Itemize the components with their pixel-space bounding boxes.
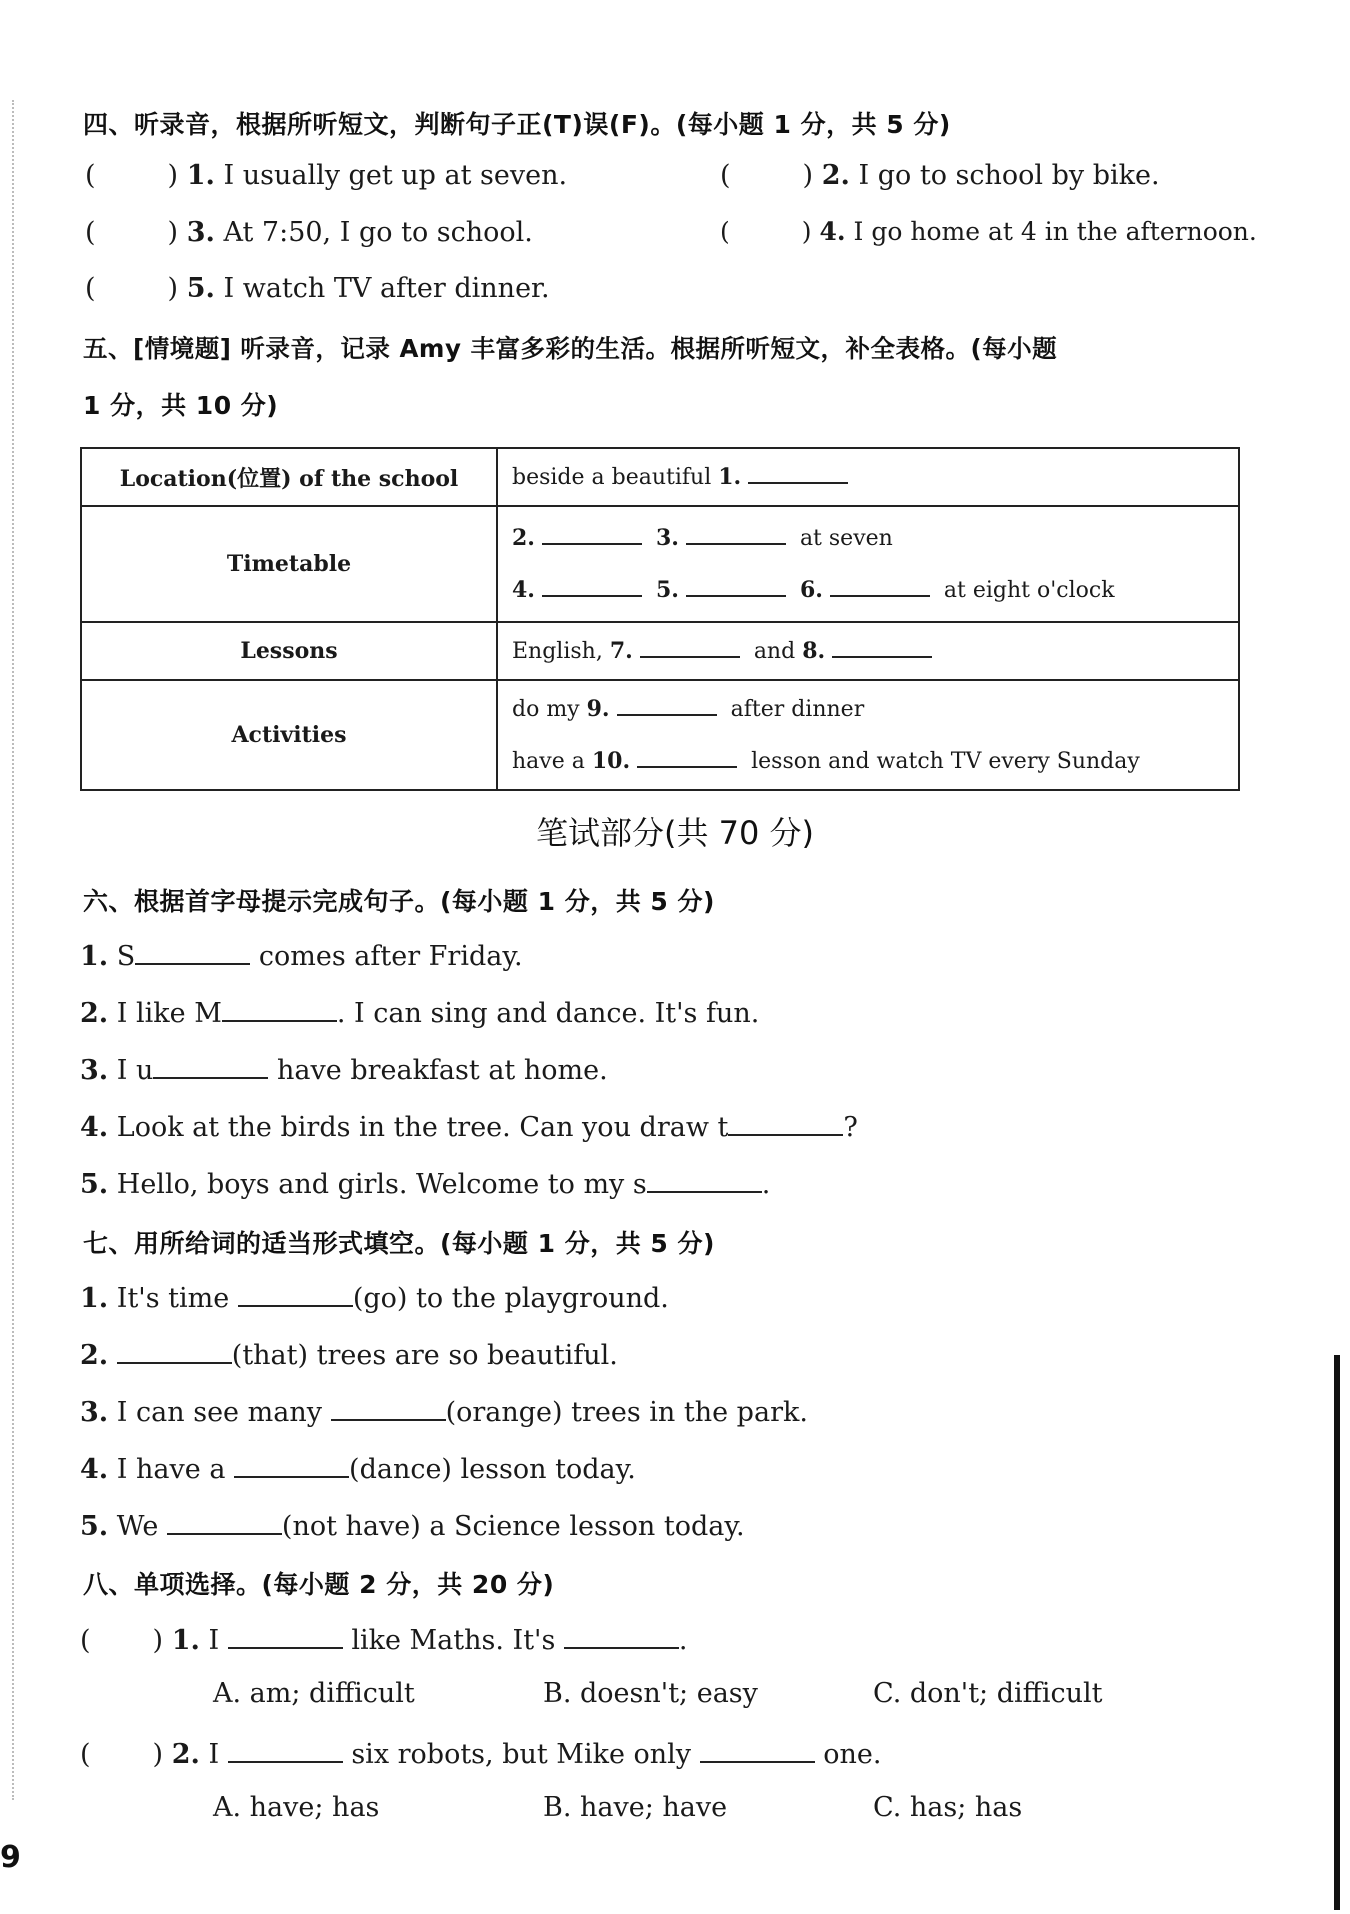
answer-blank-5[interactable] [686,569,786,597]
item-number: 2. [821,160,850,191]
item-pre: Hello, boys and girls. Welcome to my s [116,1169,647,1200]
blank-number-8: 8. [802,638,826,664]
answer-paren-open: ( [85,217,96,248]
item-number: 1. [186,160,215,191]
item-post: ? [843,1112,858,1143]
blank-number-7: 7. [609,638,633,664]
edge-bar [1334,1355,1340,1910]
binding-dotted-line [12,100,14,1800]
answer-blank[interactable] [331,1393,446,1421]
section6-heading: 六、根据首字母提示完成句子。(每小题 1 分，共 5 分) [83,887,715,916]
s8-question-1 [80,1621,688,1656]
s6-item-4 [80,1108,858,1143]
item-post: have breakfast at home. [277,1055,608,1086]
q-part-a: I [208,1625,220,1656]
item-pre: I u [116,1055,154,1086]
section4-heading: 四、听录音，根据所听短文，判断句子正(T)误(F)。(每小题 1 分，共 5 分) [83,110,951,139]
answer-blank-6[interactable] [830,569,930,597]
answer-paren-close: ) [167,273,179,304]
timetable-tail-2: at eight o'clock [943,578,1115,603]
blank-number-2: 2. [512,525,535,551]
item-pre: It's time [116,1283,230,1314]
item-pre: I like M [116,998,222,1029]
q2-option-c[interactable]: C. has; has [873,1792,1023,1823]
timetable-label: Timetable [81,506,497,622]
q1-option-a[interactable]: A. am; difficult [213,1678,415,1709]
answer-blank-4[interactable] [542,569,642,597]
activities-tail-1: after dinner [730,697,865,722]
answer-paren-close: ) [167,160,179,191]
item-pre: I can see many [116,1397,322,1428]
item-number: 2. [171,1739,200,1770]
s7-item-5 [80,1507,745,1542]
answer-blank[interactable] [647,1165,762,1193]
answer-blank[interactable] [153,1051,268,1079]
answer-paren-close: ) [167,217,179,248]
answer-paren-open: ( [720,160,731,191]
s7-item-4 [80,1450,636,1485]
location-label: Location(位置) of the school [81,448,497,506]
item-post: . [761,1169,771,1200]
answer-paren-open: ( [85,273,96,304]
s4-item-4 [720,217,1257,246]
section5-heading-line2: 1 分，共 10 分) [83,391,279,420]
answer-blank[interactable] [117,1336,232,1364]
answer-paren-close: ) [152,1739,164,1770]
section8-heading: 八、单项选择。(每小题 2 分，共 20 分) [83,1570,555,1599]
answer-paren-close: ) [801,217,812,246]
activities-pre-1: do my [512,697,580,722]
answer-blank-9[interactable] [617,688,717,716]
answer-blank[interactable] [700,1735,815,1763]
item-number: 1. [80,1283,109,1314]
item-post: (not have) a Science lesson today. [281,1511,745,1542]
q-part-b: six robots, but Mike only [351,1739,692,1770]
section5-heading-line1: 五、[情境题] 听录音，记录 Amy 丰富多彩的生活。根据所听短文，补全表格。(每小题 [83,334,1058,363]
blank-number-5: 5. [655,577,679,603]
answer-blank[interactable] [728,1108,843,1136]
lessons-and: and [753,639,796,664]
activities-cell [497,680,1239,790]
s7-item-1 [80,1279,669,1314]
answer-blank-8[interactable] [832,630,932,658]
item-number: 3. [80,1055,109,1086]
item-pre: Look at the birds in the tree. Can you draw t [116,1112,729,1143]
item-post: comes after Friday. [258,941,523,972]
s8-question-2 [80,1735,881,1770]
answer-paren-open: ( [720,217,730,246]
s7-item-2 [80,1336,618,1371]
answer-blank[interactable] [234,1450,349,1478]
item-post: (that) trees are so beautiful. [231,1340,618,1371]
written-part-title: 笔试部分(共 70 分) [535,814,815,852]
q1-option-c[interactable]: C. don't; difficult [873,1678,1103,1709]
activities-label: Activities [81,680,497,790]
blank-number-3: 3. [655,525,679,551]
item-number: 1. [80,941,109,972]
item-number: 4. [80,1112,109,1143]
item-text: I usually get up at seven. [223,160,568,191]
item-number: 5. [80,1169,109,1200]
q-part-c: one. [823,1739,882,1770]
item-number: 5. [80,1511,109,1542]
answer-blank-10[interactable] [637,740,737,768]
blank-number-6: 6. [799,577,823,603]
answer-paren-open: ( [80,1625,91,1656]
answer-blank[interactable] [564,1621,679,1649]
s4-item-1 [85,160,567,191]
location-cell [497,448,1239,506]
activities-tail-2: lesson and watch TV every Sunday [751,749,1140,774]
answer-paren-close: ) [802,160,814,191]
item-post: (orange) trees in the park. [445,1397,808,1428]
q2-option-b[interactable]: B. have; have [543,1792,728,1823]
s4-item-2 [720,160,1160,191]
lessons-pre: English, [512,639,603,664]
answer-blank[interactable] [135,937,250,965]
blank-number-1: 1. [718,464,742,490]
item-pre: S [116,941,136,972]
s6-item-2 [80,994,759,1029]
item-post: (dance) lesson today. [349,1454,636,1485]
s6-item-3 [80,1051,608,1086]
activities-pre-2: have a [512,749,585,774]
item-text: At 7:50, I go to school. [223,217,533,248]
answer-blank[interactable] [238,1279,353,1307]
s6-item-1 [80,937,523,972]
item-pre: We [116,1511,159,1542]
answer-blank[interactable] [167,1507,282,1535]
section7-heading: 七、用所给词的适当形式填空。(每小题 1 分，共 5 分) [83,1229,715,1258]
answer-paren-close: ) [152,1625,164,1656]
item-post: . I can sing and dance. It's fun. [336,998,760,1029]
item-pre: I have a [116,1454,226,1485]
answer-blank-1[interactable] [748,456,848,484]
answer-blank-3[interactable] [686,517,786,545]
item-number: 5. [186,273,215,304]
item-number: 4. [819,217,846,246]
s7-item-3 [80,1393,808,1428]
answer-paren-open: ( [85,160,96,191]
item-number: 2. [80,1340,109,1371]
q-part-b: like Maths. It's [351,1625,556,1656]
amy-life-table [80,447,1240,791]
blank-number-10: 10. [591,748,631,774]
answer-blank[interactable] [228,1621,343,1649]
q1-option-b[interactable]: B. doesn't; easy [543,1678,758,1709]
q-part-c: . [678,1625,688,1656]
item-text: I go to school by bike. [858,160,1160,191]
q-part-a: I [208,1739,220,1770]
answer-paren-open: ( [80,1739,91,1770]
s4-item-3 [85,217,533,248]
answer-blank[interactable] [222,994,337,1022]
item-text: I go home at 4 in the afternoon. [853,217,1257,246]
s4-item-5 [85,273,550,304]
timetable-tail-1: at seven [799,526,893,551]
lessons-cell [497,622,1239,680]
item-text: I watch TV after dinner. [223,273,550,304]
location-text: beside a beautiful [512,465,712,490]
q2-option-a[interactable]: A. have; has [213,1792,380,1823]
blank-number-9: 9. [586,696,610,722]
item-number: 3. [80,1397,109,1428]
item-number: 3. [186,217,215,248]
answer-blank-2[interactable] [542,517,642,545]
s6-item-5 [80,1165,770,1200]
item-number: 4. [80,1454,109,1485]
answer-blank[interactable] [228,1735,343,1763]
item-number: 1. [171,1625,200,1656]
lessons-label: Lessons [81,622,497,680]
item-number: 2. [80,998,109,1029]
blank-number-4: 4. [512,577,535,603]
item-post: (go) to the playground. [352,1283,669,1314]
page-number: 9 [0,1840,21,1875]
timetable-cell [497,506,1239,622]
answer-blank-7[interactable] [640,630,740,658]
